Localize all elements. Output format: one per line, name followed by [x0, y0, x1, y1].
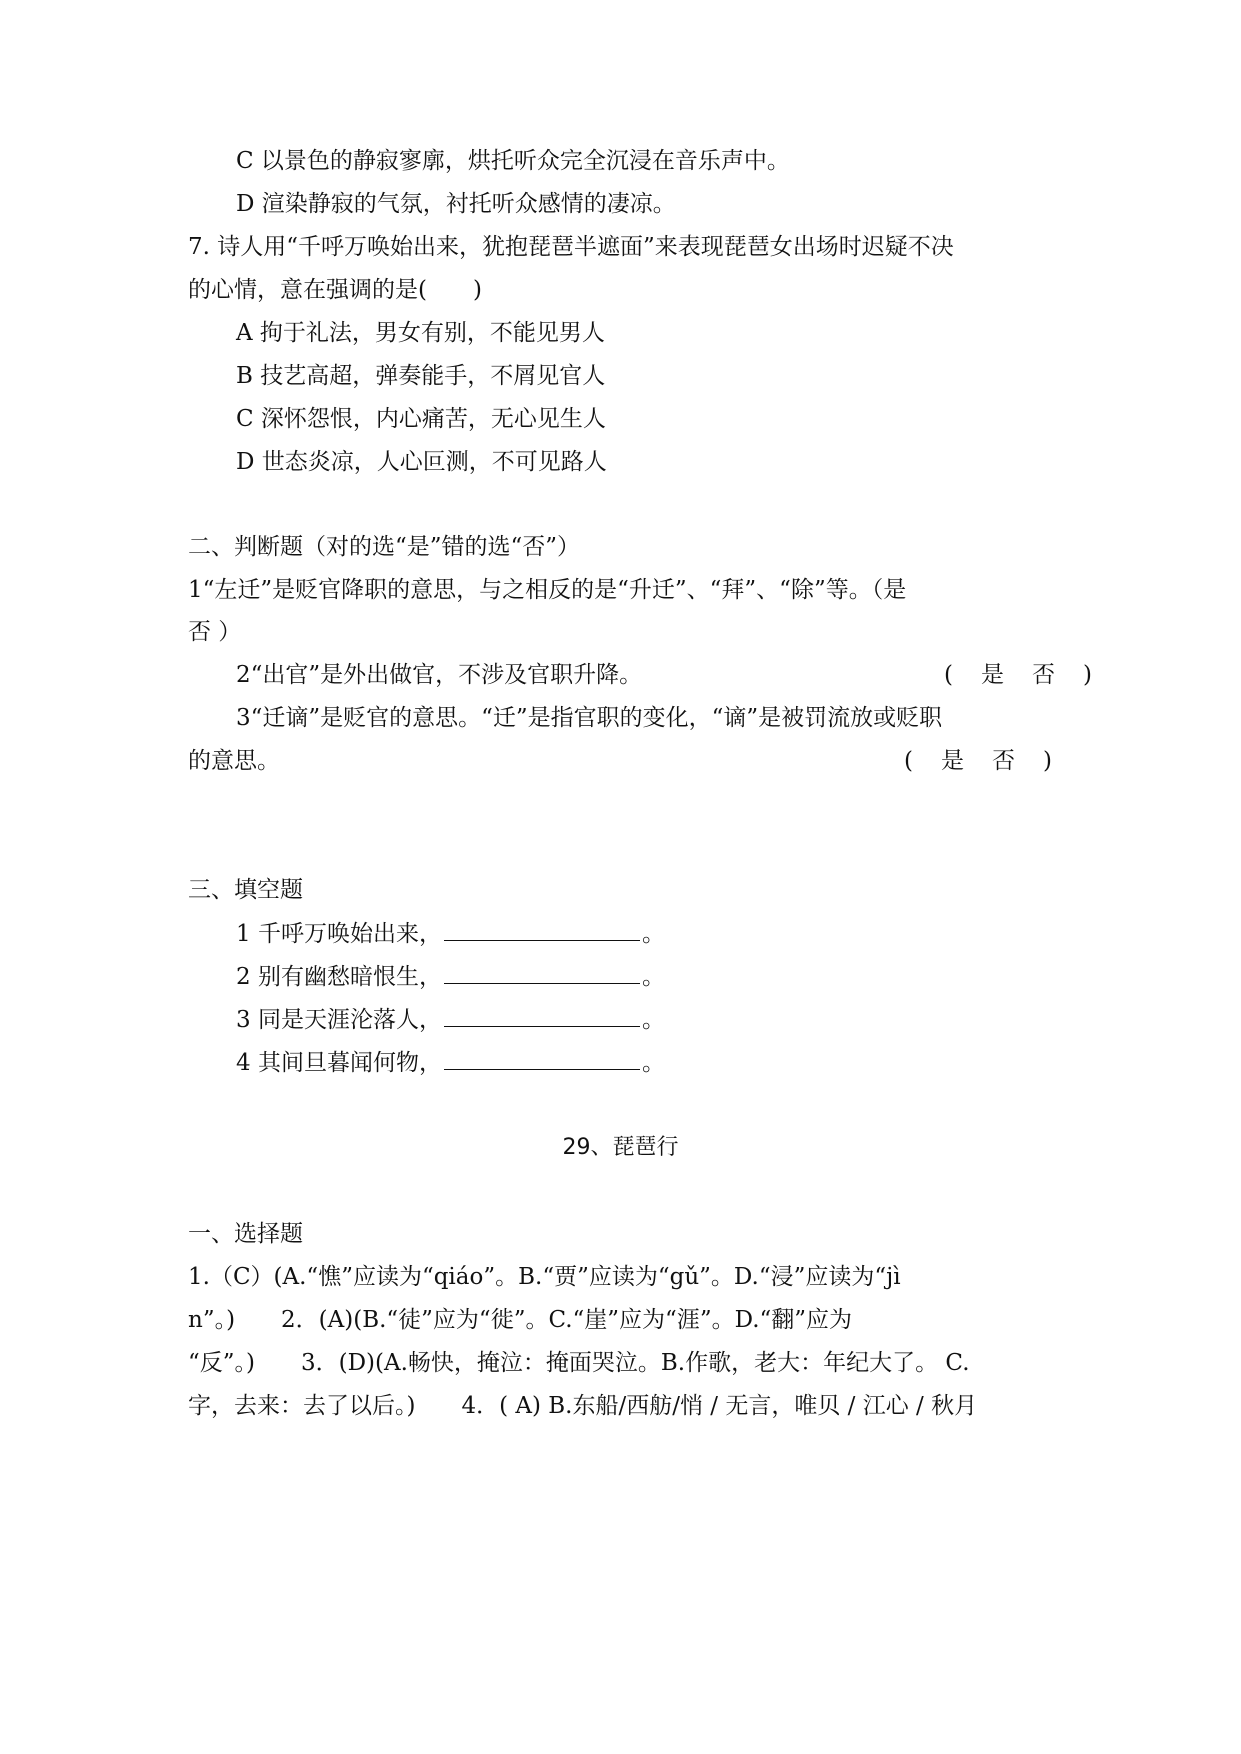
tf-item2-text: 2“出官”是外出做官，不涉及官职升降。 [236, 662, 643, 688]
fill-period: 。 [641, 921, 665, 947]
fill-blank[interactable] [444, 918, 640, 941]
answers-heading: 一、选择题 [188, 1221, 303, 1247]
q7-option-a: A 拘于礼法，男女有别，不能见男人 [236, 320, 605, 346]
answer-line-1: 1.（C）(A.“憔”应读为“qiáo”。B.“贾”应读为“gǔ”。D.“浸”应读为“jì [188, 1264, 901, 1290]
fill-blank[interactable] [444, 1047, 640, 1070]
answer-line-3: “反”。) 3．(D)(A.畅快，掩泣：掩面哭泣。B.作歌，老大：年纪大了。 C. [188, 1350, 970, 1376]
q7-stem-line2: 的心情，意在强调的是( ) [188, 277, 482, 303]
choice-no[interactable]: 否 [991, 748, 1015, 774]
fill-prompt: 1 千呼万唤始出来， [236, 921, 442, 947]
choice-open-paren: ( [944, 662, 953, 688]
section3-heading: 三、填空题 [188, 877, 303, 903]
choice-open-paren: ( [904, 748, 913, 774]
tf-item3-line1: 3“迁谪”是贬官的意思。“迁”是指官职的变化，“谪”是被罚流放或贬职 [236, 705, 943, 731]
choice-close-paren: ) [1082, 662, 1092, 688]
choice-yes[interactable]: 是 [980, 662, 1004, 688]
fill-blank[interactable] [444, 961, 640, 984]
fill-period: 。 [641, 964, 665, 990]
tf-item2-choice [930, 660, 1106, 690]
q6-option-d: D 渲染静寂的气氛，衬托听众感情的凄凉。 [236, 191, 676, 217]
q7-option-c: C 深怀怨恨，内心痛苦，无心见生人 [236, 406, 606, 432]
tf-item3-line2: 的意思。 [188, 748, 280, 774]
answer-line-4: 字，去来：去了以后。) 4．( A) B.东船/西舫/悄 / 无言，唯贝 / 江心 / 秋月 [188, 1393, 978, 1419]
q7-option-b: B 技艺高超，弹奏能手，不屑见官人 [236, 363, 606, 389]
fill-item-1 [236, 918, 665, 949]
tf-item3-choice [890, 746, 1066, 776]
fill-item-3 [236, 1004, 665, 1035]
tf-item1-line1: 1“左迁”是贬官降职的意思，与之相反的是“升迁”、“拜”、“除”等。（是 [188, 577, 907, 603]
q7-stem-line1: 7. 诗人用“千呼万唤始出来，犹抱琵琶半遮面”来表现琵琶女出场时迟疑不决 [188, 234, 954, 260]
fill-item-2 [236, 961, 665, 992]
section2-heading: 二、判断题（对的选“是”错的选“否”） [188, 534, 581, 560]
q7-option-d: D 世态炎凉，人心叵测，不可见路人 [236, 449, 607, 475]
choice-close-paren: ) [1042, 748, 1052, 774]
fill-item-4 [236, 1047, 665, 1078]
answers-title: 29、琵琶行 [562, 1135, 679, 1160]
answer-line-2: n”。) 2．(A)(B.“徒”应为“徙”。C.“崖”应为“涯”。D.“翻”应为 [188, 1307, 853, 1333]
fill-period: 。 [641, 1050, 665, 1076]
fill-prompt: 4 其间旦暮闻何物， [236, 1050, 442, 1076]
choice-yes[interactable]: 是 [940, 748, 964, 774]
fill-blank[interactable] [444, 1004, 640, 1027]
fill-prompt: 3 同是天涯沦落人， [236, 1007, 442, 1033]
fill-period: 。 [641, 1007, 665, 1033]
q6-option-c: C 以景色的静寂寥廓，烘托听众完全沉浸在音乐声中。 [236, 148, 790, 174]
fill-prompt: 2 别有幽愁暗恨生， [236, 964, 442, 990]
choice-no[interactable]: 否 [1031, 662, 1055, 688]
tf-item1-line2: 否 ） [188, 619, 242, 645]
